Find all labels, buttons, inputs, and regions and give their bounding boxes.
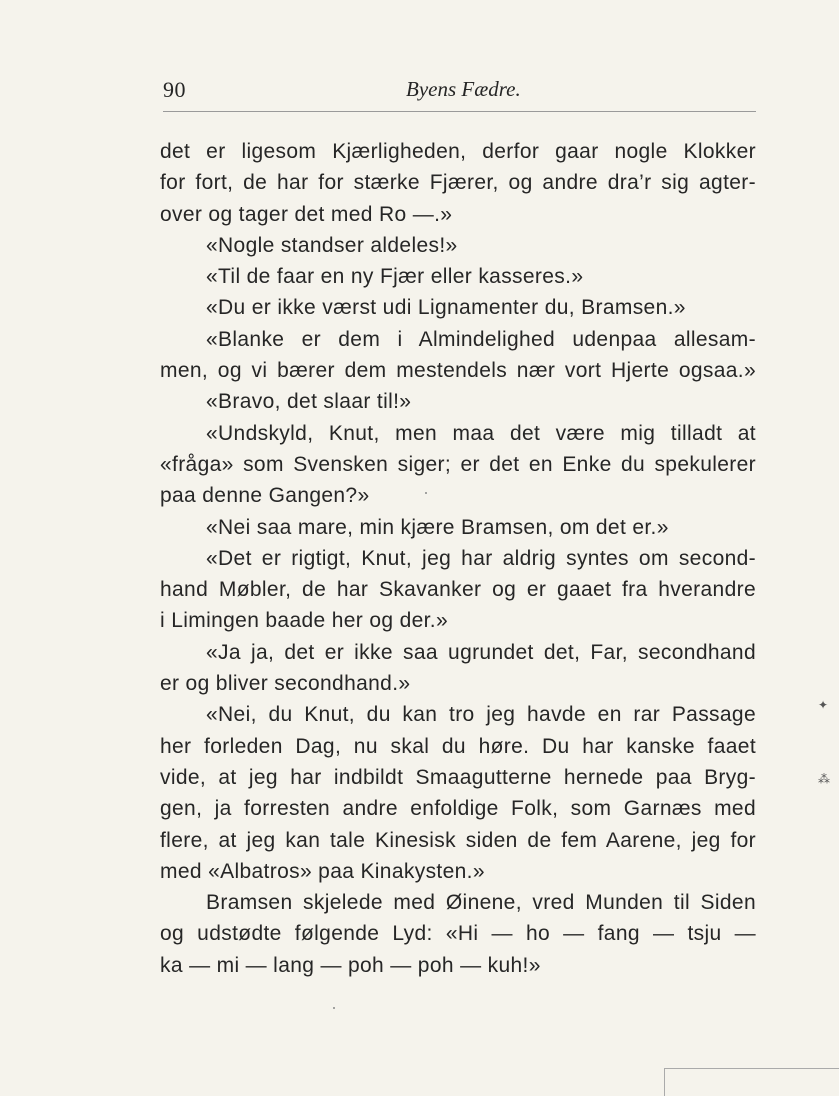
text-line: «Nei, du Knut, du kan tro jeg havde en rar Passage bbox=[206, 703, 756, 727]
text-line: og udstødte følgende Lyd: «Hi — ho — fang — tsju — bbox=[160, 922, 756, 946]
text-line: flere, at jeg kan tale Kinesisk siden de fem Aarene, jeg for bbox=[160, 828, 756, 852]
text-line: paa denne Gangen?» bbox=[160, 484, 370, 508]
running-title: Byens Fædre. bbox=[406, 77, 521, 101]
text-line: er og bliver secondhand.» bbox=[160, 672, 411, 696]
text-line: «Det er rigtigt, Knut, jeg har aldrig syntes om second- bbox=[206, 546, 756, 570]
text-line: for fort, de har for stærke Fjærer, og andre dra’r sig agter- bbox=[160, 171, 756, 195]
specks bbox=[425, 492, 427, 494]
text-line: over og tager det med Ro —.» bbox=[160, 202, 453, 226]
text-line: gen, ja forresten andre enfoldige Folk, som Garnæs med bbox=[160, 797, 756, 821]
text-line: men, og vi bærer dem mestendels nær vort Hjerte ogsaa.» bbox=[160, 359, 756, 383]
text-line: «Undskyld, Knut, men maa det være mig tilladt at bbox=[206, 421, 756, 445]
text-line: vide, at jeg har indbildt Smaagutterne hernede paa Bryg- bbox=[160, 765, 756, 789]
text-line: her forleden Dag, nu skal du høre. Du har kanske faaet bbox=[160, 734, 756, 758]
margin-mark: ⁂ bbox=[818, 772, 830, 786]
text-line: «fråga» som Svensken siger; er det en Enke du spekulerer bbox=[160, 452, 756, 476]
text-line: ka — mi — lang — poh — poh — kuh!» bbox=[160, 953, 541, 977]
page-header bbox=[163, 77, 756, 111]
text-line: «Blanke er dem i Almindelighed udenpaa allesam- bbox=[206, 327, 756, 351]
page-number: 90 bbox=[163, 77, 186, 102]
text-line: «Ja ja, det er ikke saa ugrundet det, Far, secondhand bbox=[206, 640, 756, 664]
text-line: med «Albatros» paa Kinakysten.» bbox=[160, 859, 485, 883]
text-line: det er ligesom Kjærligheden, derfor gaar nogle Klokker bbox=[160, 140, 756, 163]
text-line: «Nogle standser aldeles!» bbox=[206, 233, 458, 257]
text-line: «Til de faar en ny Fjær eller kasseres.» bbox=[206, 265, 584, 289]
corner-rule bbox=[664, 1068, 665, 1096]
corner-rule bbox=[664, 1068, 839, 1069]
text-line: «Bravo, det slaar til!» bbox=[206, 390, 412, 414]
text-line: «Nei saa mare, min kjære Bramsen, om det er.» bbox=[206, 515, 669, 539]
margin-mark: ✦ bbox=[818, 698, 829, 712]
text-line: Bramsen skjelede med Øinene, vred Munden til Siden bbox=[206, 891, 756, 915]
text-line: hand Møbler, de har Skavanker og er gaaet fra hverandre bbox=[160, 578, 756, 602]
specks bbox=[333, 1007, 335, 1009]
text-line: «Du er ikke værst udi Lignamenter du, Bramsen.» bbox=[206, 296, 686, 320]
text-line: i Limingen baade her og der.» bbox=[160, 609, 449, 633]
header-rule bbox=[163, 111, 756, 112]
body-text bbox=[160, 136, 756, 981]
